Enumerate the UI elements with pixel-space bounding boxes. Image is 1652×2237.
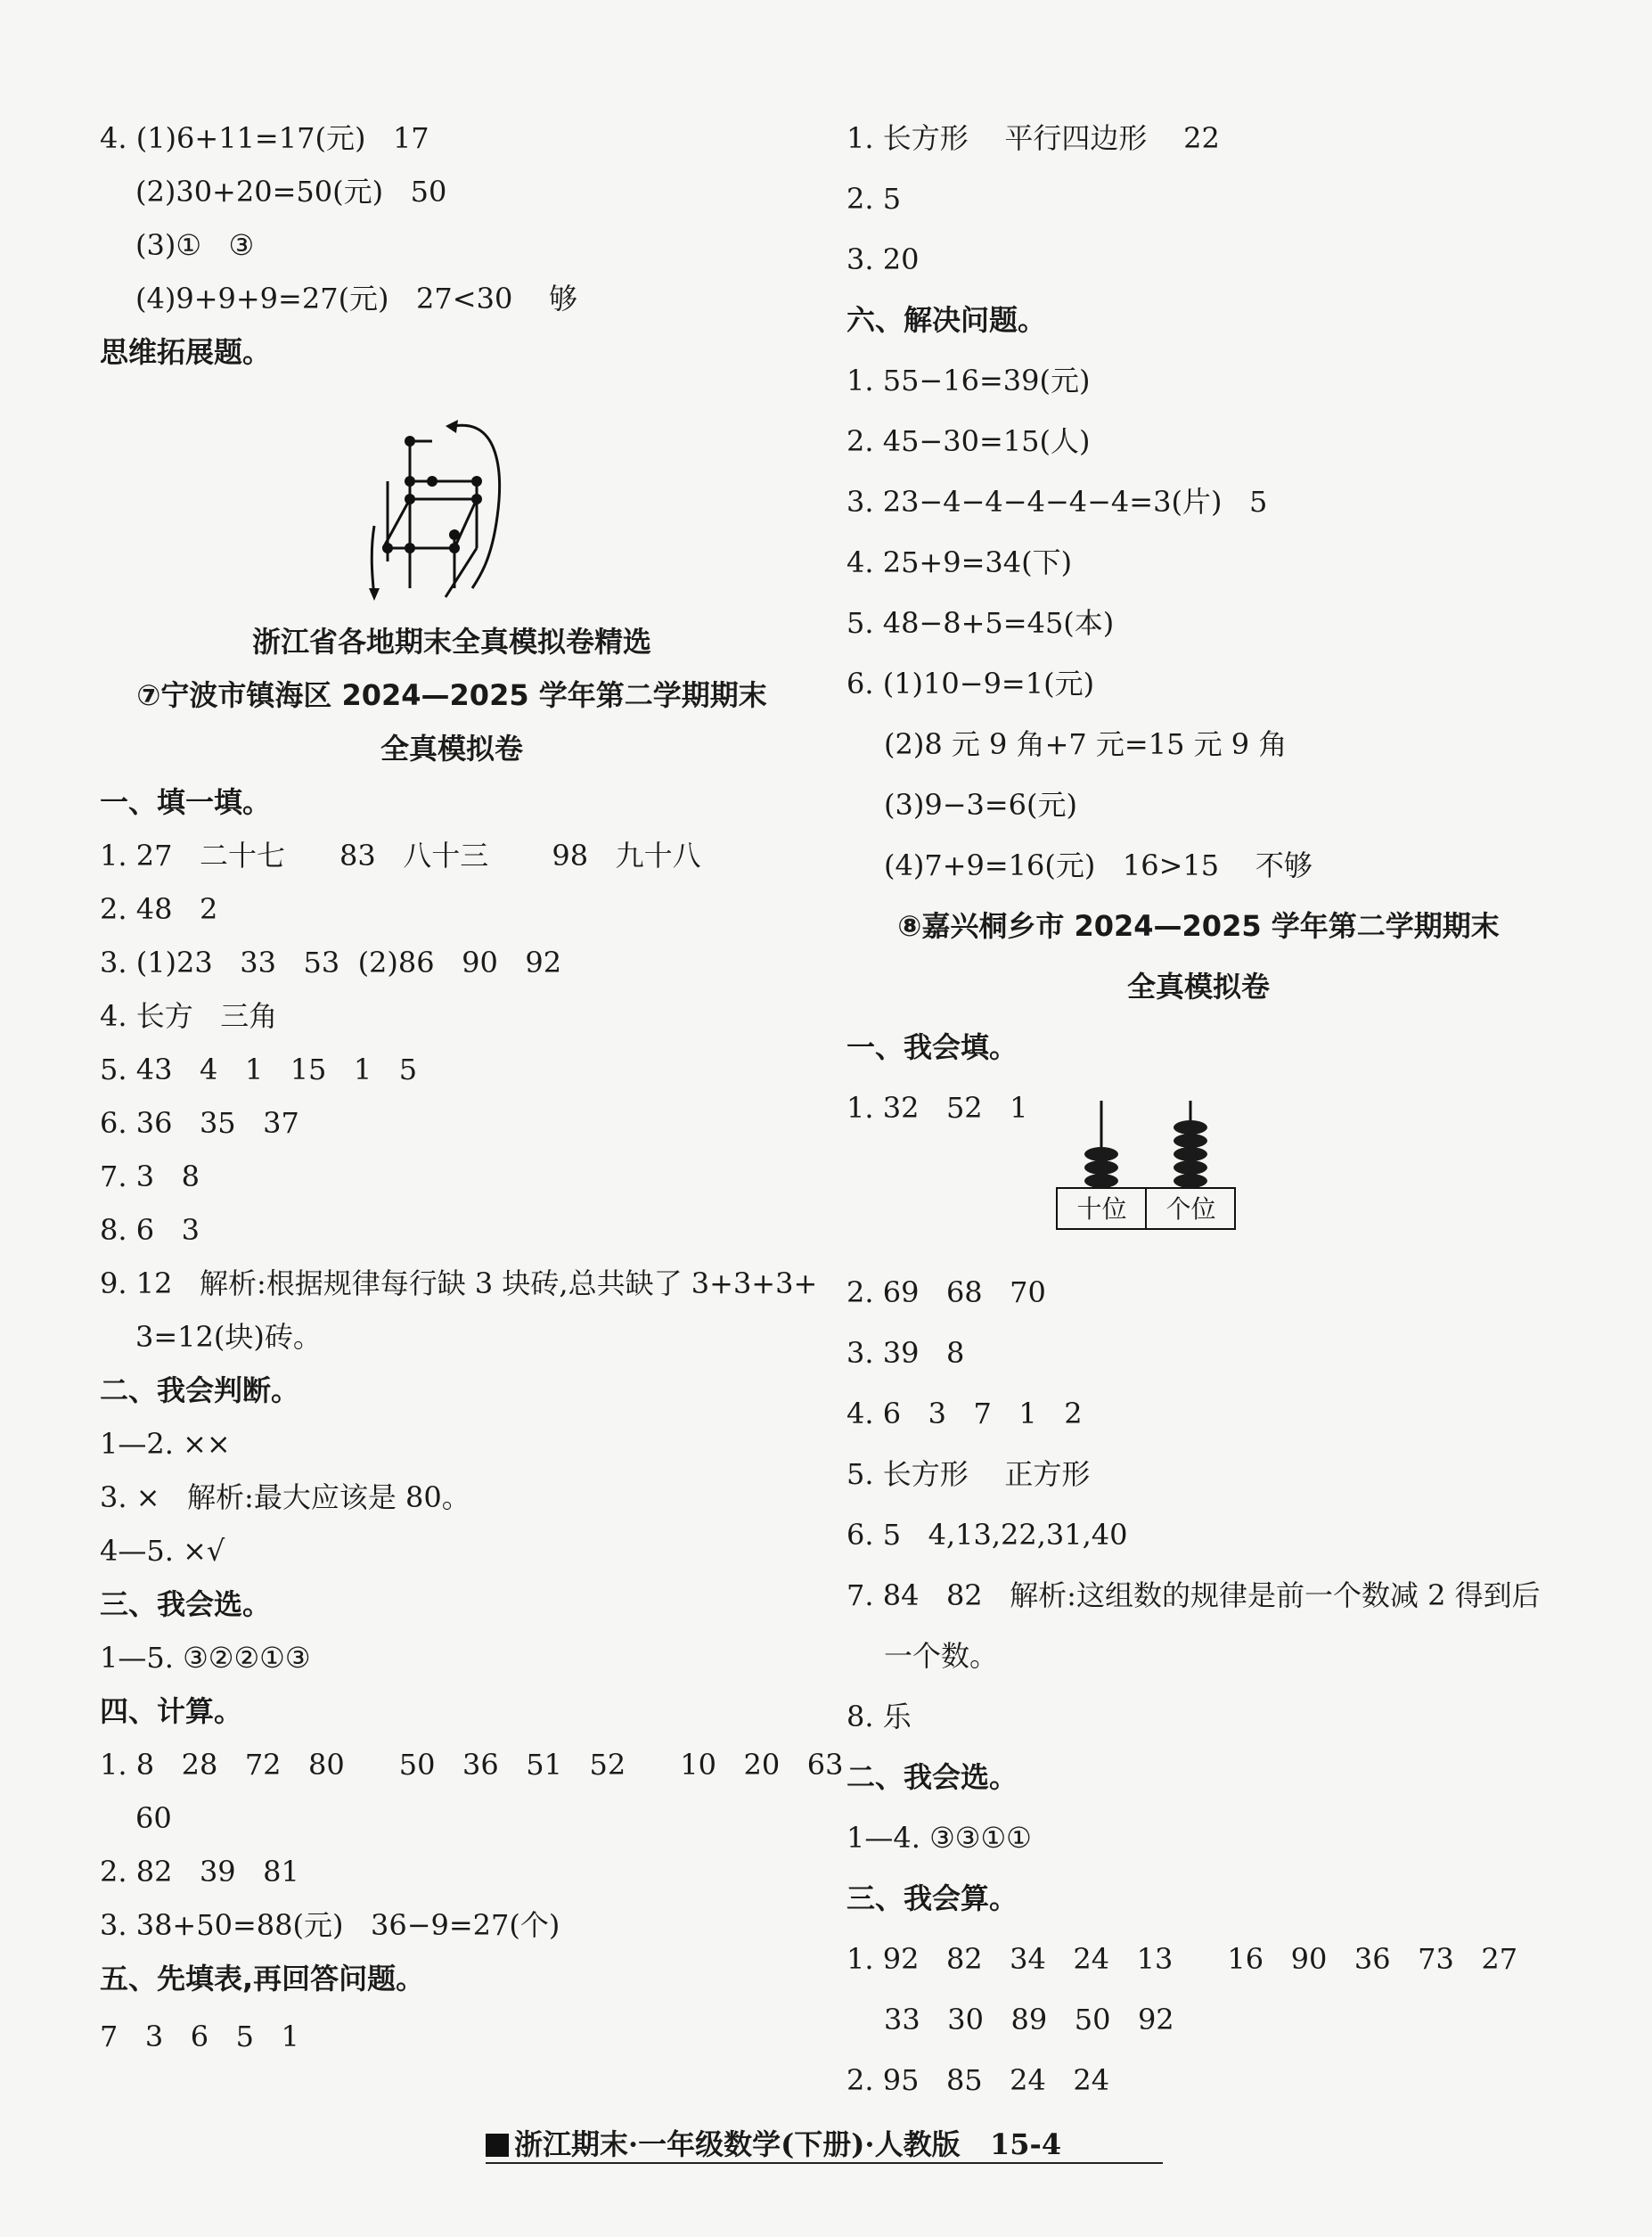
path-line <box>446 548 477 597</box>
answer-line: 33 30 89 50 92 <box>884 2003 1174 2036</box>
answer-line: 2. 45−30=15(人) <box>846 424 1091 458</box>
answer-line: 7. 3 8 <box>100 1159 200 1193</box>
answer-line: 5. 长方形 正方形 <box>846 1457 1091 1491</box>
answer-line: 3. (1)23 33 53 (2)86 90 92 <box>100 946 562 979</box>
answer-line: 9. 12 解析:根据规律每行缺 3 块砖,总共缺了 3+3+3+ <box>100 1266 818 1300</box>
footer-text: 浙江期末·一年级数学(下册)·人教版 <box>514 2127 961 2161</box>
answer-line: 6. 5 4,13,22,31,40 <box>846 1518 1128 1552</box>
arrow-head-icon <box>446 420 458 433</box>
section-title: 浙江省各地期末全真模拟卷精选 <box>251 625 651 659</box>
answer-line: (3)9−3=6(元) <box>884 788 1078 822</box>
paper-7-title: ⑦宁波市镇海区 2024—2025 学年第二学期期末 <box>136 678 767 712</box>
arrow-head-icon <box>369 588 380 601</box>
left-q4-line-2: (2)30+20=50(元) 50 <box>135 175 447 209</box>
answer-line: 1—5. ③②②①③ <box>100 1641 311 1675</box>
answer-line: 3. 20 <box>846 242 920 276</box>
tens-label: 十位 <box>1076 1194 1127 1224</box>
path-dot <box>405 476 415 487</box>
answer-line: 7. 84 82 解析:这组数的规律是前一个数减 2 得到后 <box>846 1578 1541 1612</box>
left-q4-line-1: 4. (1)6+11=17(元) 17 <box>100 121 429 155</box>
answer-line: 1. 8 28 72 80 50 36 51 52 10 20 63 <box>100 1748 844 1782</box>
answer-line: 2. 82 39 81 <box>100 1855 299 1889</box>
part-4-heading: 四、计算。 <box>100 1694 243 1728</box>
answer-line: (2)8 元 9 角+7 元=15 元 9 角 <box>884 727 1288 761</box>
answer-line: 2. 95 85 24 24 <box>846 2063 1110 2097</box>
part-1-heading: 一、填一填。 <box>100 785 272 819</box>
paper-7-subtitle: 全真模拟卷 <box>380 732 523 766</box>
answer-line: 1. 55−16=39(元) <box>846 364 1091 397</box>
paper-8-subtitle: 全真模拟卷 <box>1126 970 1270 1004</box>
answer-line: 4. 6 3 7 1 2 <box>846 1397 1083 1430</box>
ones-beads <box>1174 1120 1207 1188</box>
answer-line: 一个数。 <box>884 1639 999 1673</box>
r-part-3-heading: 三、我会算。 <box>846 1881 1018 1915</box>
answer-line: 2. 48 2 <box>100 892 218 926</box>
left-q4-line-4: (4)9+9+9=27(元) 27<30 够 <box>135 282 577 315</box>
tens-beads <box>1084 1147 1118 1188</box>
answer-line: 4. 长方 三角 <box>100 999 278 1033</box>
path-dot <box>471 494 482 504</box>
answer-line: 8. 乐 <box>846 1700 912 1733</box>
answer-line: 1. 92 82 34 24 13 16 90 36 73 27 <box>846 1942 1518 1976</box>
path-dot <box>449 529 460 540</box>
r-part-2-heading: 二、我会选。 <box>846 1760 1018 1794</box>
part-3-heading: 三、我会选。 <box>100 1587 272 1621</box>
answer-line: 5. 48−8+5=45(本) <box>846 606 1115 640</box>
page-footer <box>486 2126 1163 2164</box>
answer-line: 3. × 解析:最大应该是 80。 <box>100 1480 470 1514</box>
answer-line: 60 <box>135 1801 172 1835</box>
page-number: 15-4 <box>990 2127 1062 2161</box>
path-line <box>454 499 477 548</box>
answer-line: 1. 长方形 平行四边形 22 <box>846 121 1220 155</box>
ones-label: 个位 <box>1165 1194 1216 1224</box>
path-dot <box>405 436 415 447</box>
part-2-heading: 二、我会判断。 <box>100 1373 300 1407</box>
answer-line: 6. 36 35 37 <box>100 1106 299 1140</box>
answer-line: 2. 5 <box>846 182 902 216</box>
answer-line: 7 3 6 5 1 <box>100 2020 299 2053</box>
square-icon <box>486 2134 509 2157</box>
answer-line: 1—4. ③③①① <box>846 1821 1032 1855</box>
answer-line: 1. 27 二十七 83 八十三 98 九十八 <box>100 839 701 873</box>
abacus-bead <box>1174 1134 1207 1148</box>
abacus-bead <box>1174 1120 1207 1135</box>
answer-line: 1. 32 52 1 <box>846 1091 1028 1125</box>
abacus-bead <box>1084 1160 1118 1175</box>
path-dot <box>449 543 460 553</box>
thinking-heading: 思维拓展题。 <box>100 335 272 369</box>
abacus-bead <box>1174 1160 1207 1175</box>
path-dot <box>405 494 415 504</box>
answer-line: (4)7+9=16(元) 16>15 不够 <box>884 848 1313 882</box>
answer-line: 8. 6 3 <box>100 1213 200 1247</box>
answer-line: 3. 39 8 <box>846 1336 965 1370</box>
path-figure <box>348 410 526 606</box>
path-dot <box>405 543 415 553</box>
path-dot <box>471 476 482 487</box>
paper-8-title: ⑧嘉兴桐乡市 2024—2025 学年第二学期期末 <box>897 909 1500 943</box>
abacus-bead <box>1084 1147 1118 1161</box>
path-dot <box>427 476 438 487</box>
abacus-bead <box>1174 1147 1207 1161</box>
abacus-bead <box>1174 1174 1207 1188</box>
part-6-heading: 六、解决问题。 <box>846 303 1047 337</box>
answer-line: 1—2. ×× <box>100 1427 231 1461</box>
answer-line: 3=12(块)砖。 <box>135 1320 322 1354</box>
answer-line: 3. 23−4−4−4−4−4=3(片) 5 <box>846 485 1268 519</box>
path-dot <box>382 543 393 553</box>
answer-line: 3. 38+50=88(元) 36−9=27(个) <box>100 1908 560 1942</box>
answer-line: 4—5. ×√ <box>100 1534 225 1568</box>
left-q4-line-3: (3)① ③ <box>135 228 255 262</box>
answer-line: 5. 43 4 1 15 1 5 <box>100 1053 418 1086</box>
answer-line: 4. 25+9=34(下) <box>846 545 1073 579</box>
answer-line: 2. 69 68 70 <box>846 1275 1046 1309</box>
down-arrow-line <box>372 526 374 597</box>
answer-line: 6. (1)10−9=1(元) <box>846 667 1095 701</box>
r-part-1-heading: 一、我会填。 <box>846 1030 1018 1064</box>
part-5-heading: 五、先填表,再回答问题。 <box>100 1962 425 1995</box>
abacus-bead <box>1084 1174 1118 1188</box>
